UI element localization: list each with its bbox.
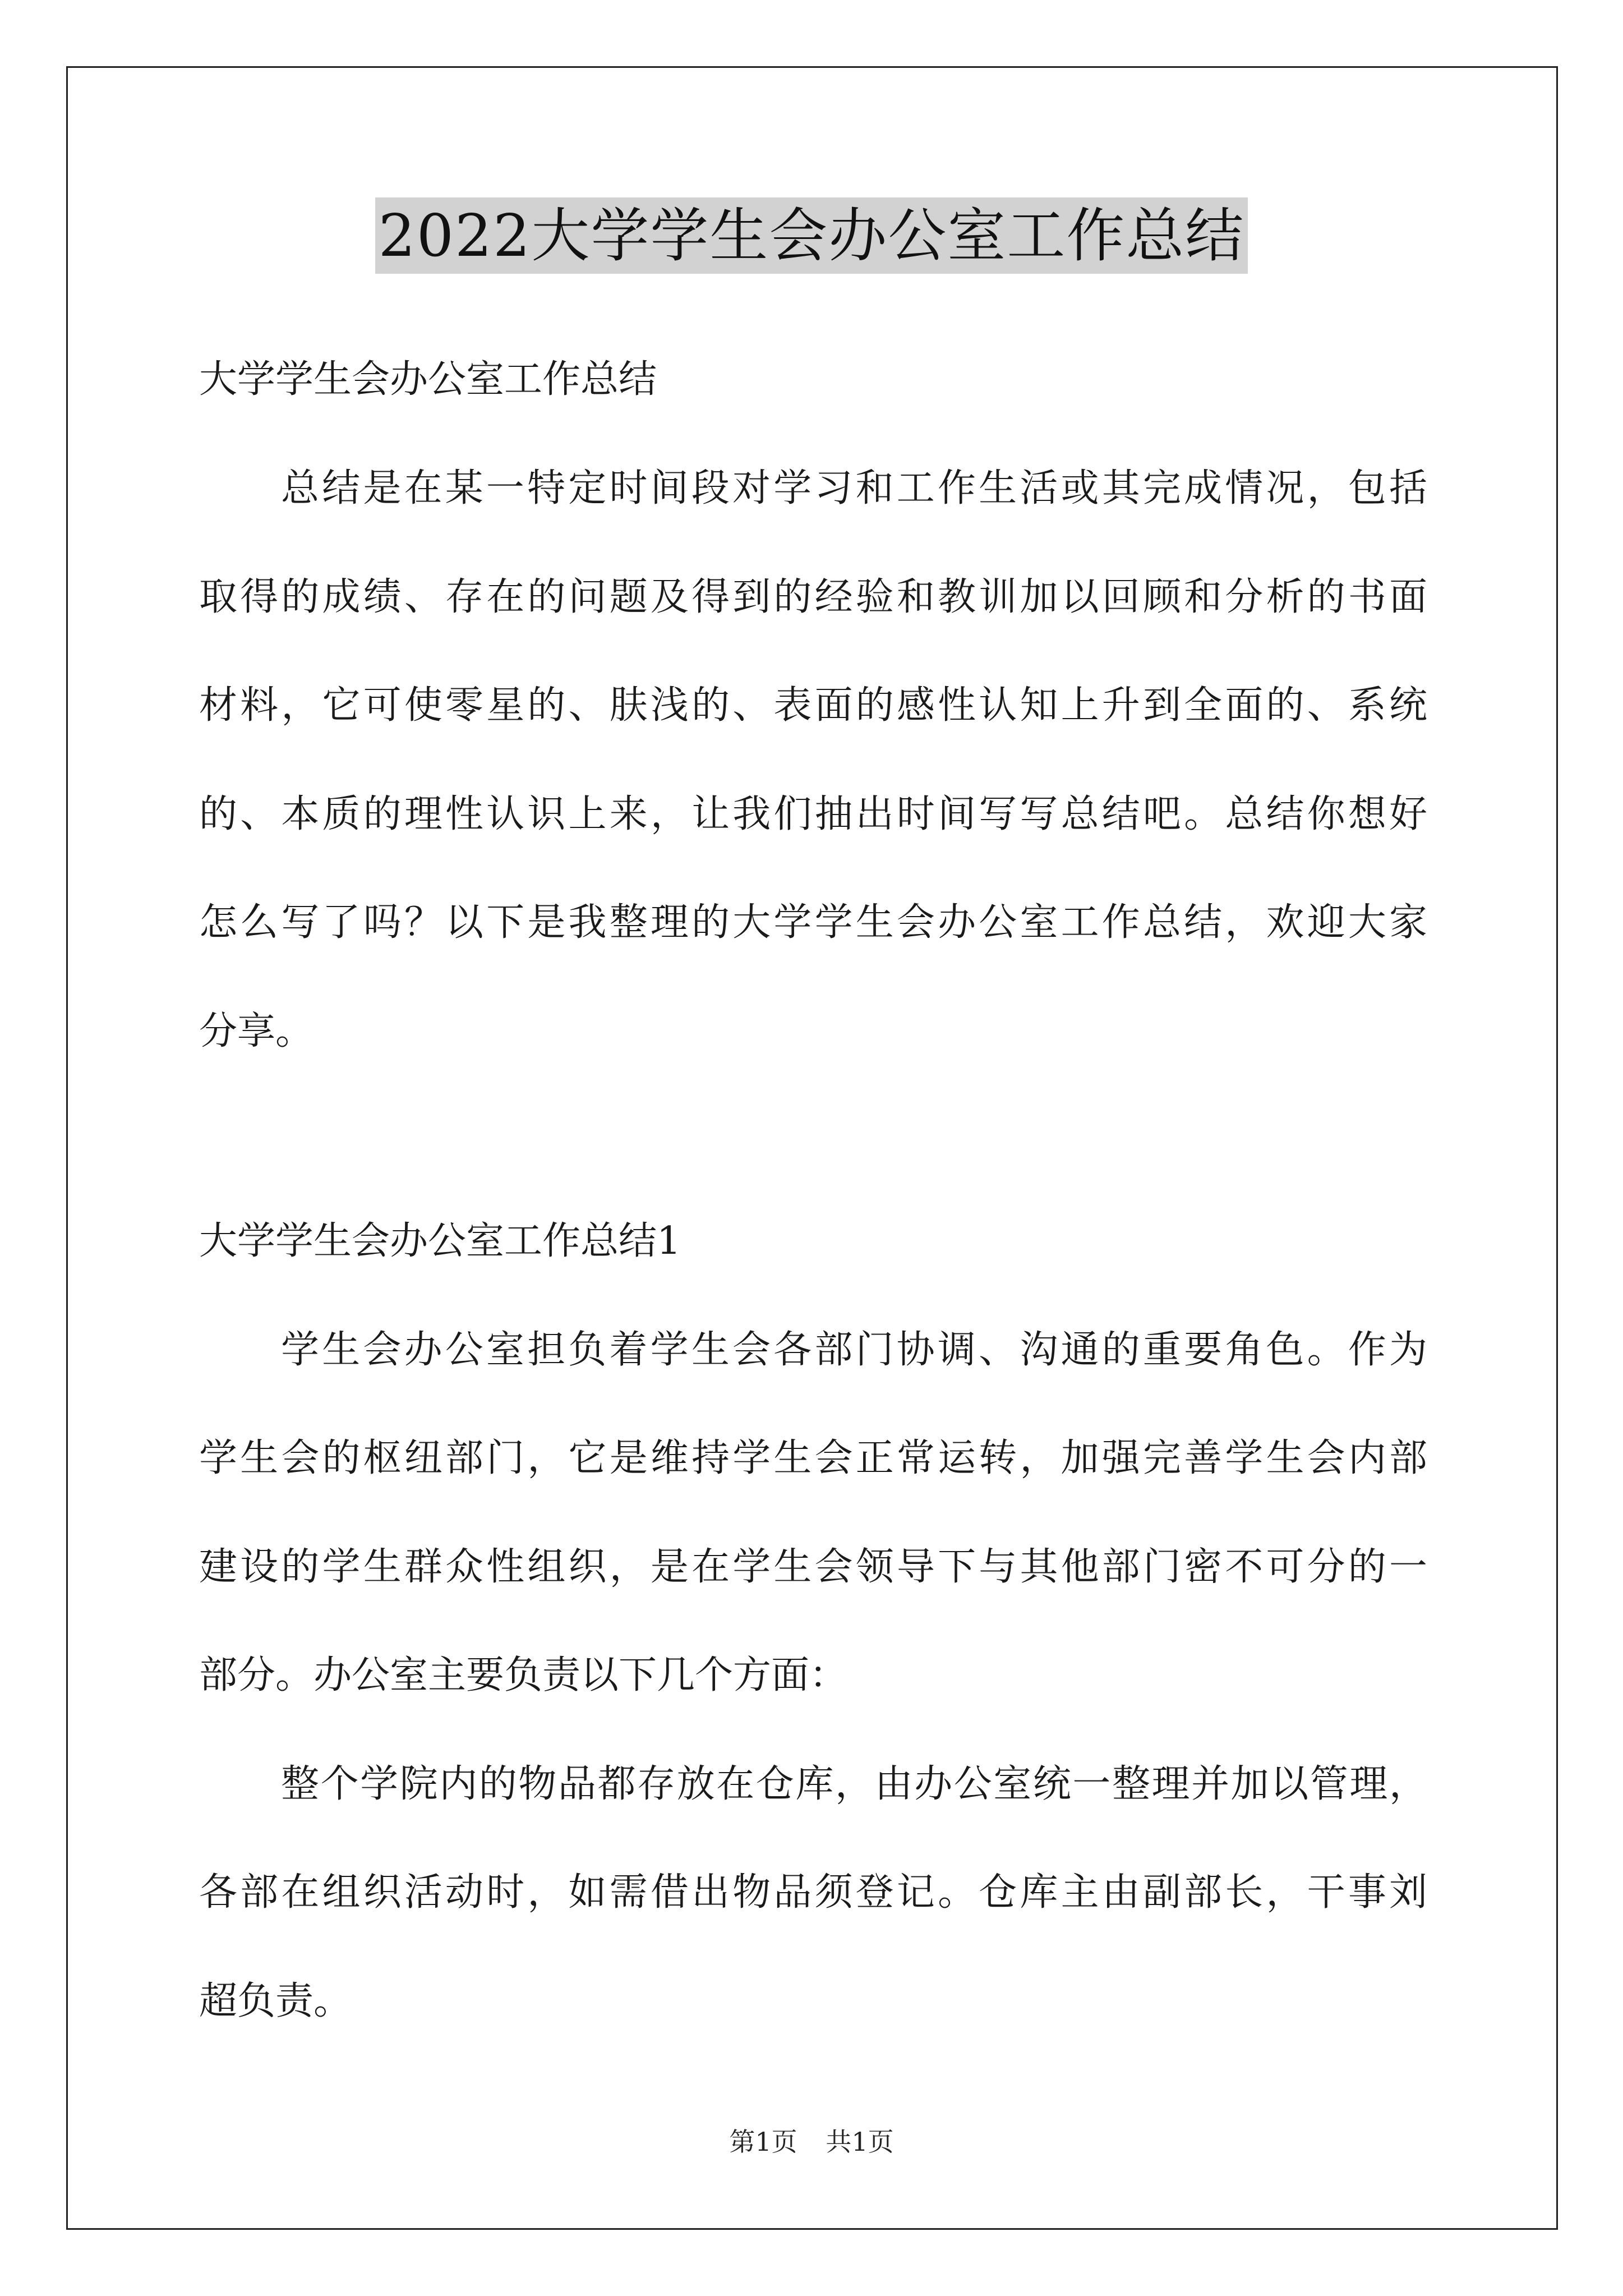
section1-para1-line-2: 学生会的枢纽部门，它是维持学生会正常运转，加强完善学生会内部 [199, 1436, 1427, 1480]
section-heading-1: 大学学生会办公室工作总结1 [199, 1219, 681, 1263]
intro-line-1: 总结是在某一特定时间段对学习和工作生活或其完成情况，包括 [281, 466, 1427, 510]
section1-para2-line-2: 各部在组织活动时，如需借出物品须登记。仓库主由副部长，干事刘 [199, 1870, 1427, 1915]
intro-line-4: 的、本质的理性认识上来，让我们抽出时间写写总结吧。总结你想好 [199, 792, 1427, 836]
intro-line-3: 材料，它可使零星的、肤浅的、表面的感性认知上升到全面的、系统 [199, 683, 1427, 728]
page-number-total: 共1页 [826, 2127, 894, 2157]
document-title: 2022大学学生会办公室工作总结 [375, 197, 1248, 274]
section1-para2-line-3: 超负责。 [199, 1979, 352, 2023]
intro-line-2: 取得的成绩、存在的问题及得到的经验和教训加以回顾和分析的书面 [199, 575, 1427, 619]
document-subtitle: 大学学生会办公室工作总结 [199, 357, 657, 402]
section1-para1-line-3: 建设的学生群众性组织，是在学生会领导下与其他部门密不可分的一 [199, 1545, 1427, 1589]
title-block [0, 197, 1623, 274]
section1-para1-line-4: 部分。办公室主要负责以下几个方面： [199, 1653, 848, 1697]
section1-para1-line-1: 学生会办公室担负着学生会各部门协调、沟通的重要角色。作为 [281, 1328, 1427, 1372]
page-number-current: 第1页 [729, 2127, 797, 2157]
section1-para2-line-1: 整个学院内的物品都存放在仓库，由办公室统一整理并加以管理， [281, 1762, 1427, 1806]
page-footer [0, 2125, 1623, 2159]
intro-line-6: 分享。 [199, 1009, 314, 1053]
intro-line-5: 怎么写了吗？以下是我整理的大学学生会办公室工作总结，欢迎大家 [199, 900, 1427, 945]
